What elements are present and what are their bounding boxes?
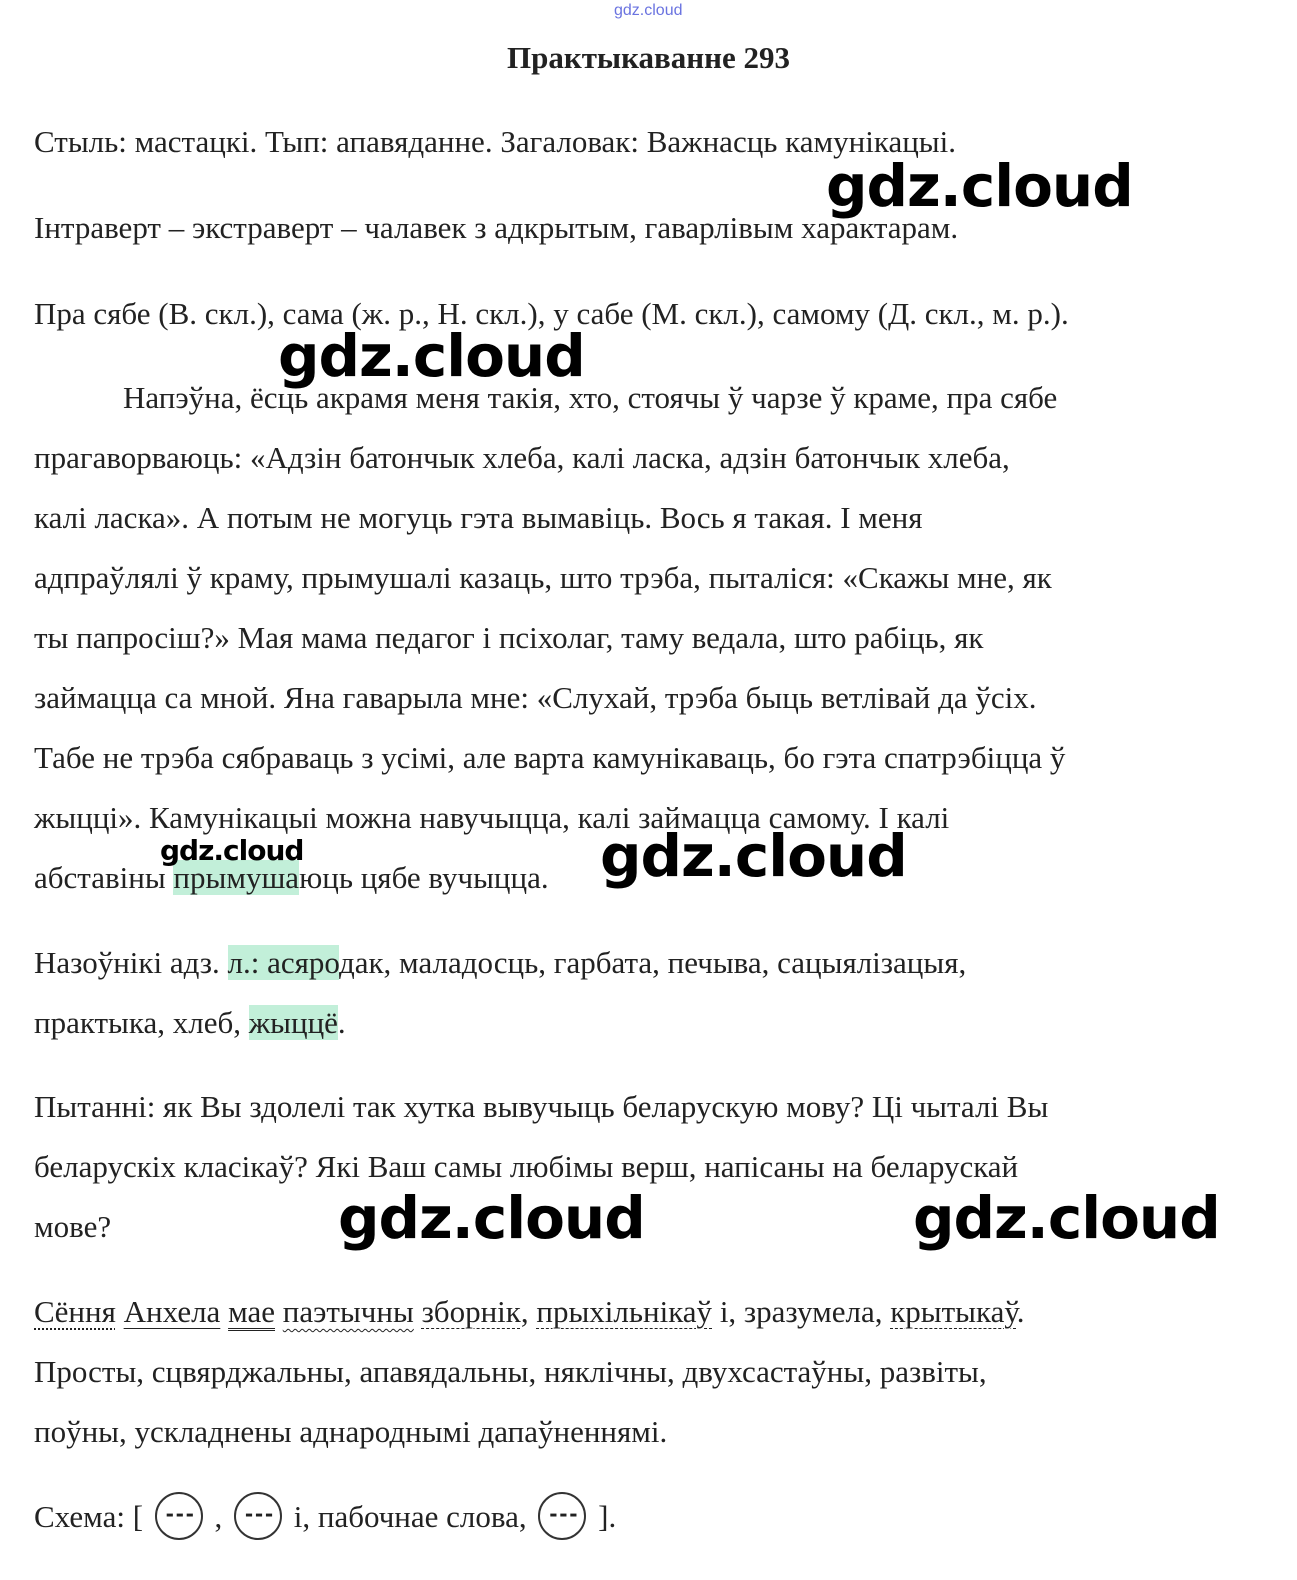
nouns-list: дак, маладосць, гарбата, печыва, сацыялізацыя, [338, 945, 967, 980]
object-word: крытыкаў [890, 1294, 1017, 1329]
analysis-line-2: Просты, сцвярджальны, апавядальны, няклічны, двухсастаўны, развіты, [34, 1354, 987, 1389]
nouns-line-1 [34, 945, 966, 981]
watermark: gdz.cloud [278, 322, 585, 390]
adverbial-word: Сёння [34, 1294, 116, 1329]
questions-line-2: беларускіх класікаў? Які Ваш самы любімы верш, напісаны на беларускай [34, 1149, 1019, 1184]
scheme-circle: --- [538, 1492, 586, 1540]
watermark: gdz.cloud [826, 152, 1133, 220]
watermark-top: gdz.cloud [614, 2, 683, 19]
nouns-line-2 [34, 1005, 346, 1041]
punctuation: , [206, 1499, 231, 1535]
watermark: gdz.cloud [160, 834, 304, 867]
word-meaning-line: Інтраверт – экстраверт – чалавек з адкрытым, гаварлівым характарам. [34, 210, 959, 245]
scheme-line [34, 1496, 616, 1544]
text-line-5: ты папросіш?» Мая мама педагог і псіхолаг, таму ведала, што рабіць, як [34, 620, 984, 655]
punctuation: . [1016, 1294, 1025, 1329]
highlighted-word: жыццё [248, 1005, 338, 1040]
text-line-6: займацца са мной. Яна гаварыла мне: «Слухай, трэба быць ветлівай да ўсіх. [34, 680, 1037, 715]
text-line-8: жыцці». Камунікацыі можна навучыцца, калі займацца самому. І калі [34, 800, 950, 835]
scheme-text: і, пабочнае слова, [286, 1499, 535, 1535]
highlighted-fragment: прымуша [173, 860, 300, 895]
object-word: прыхільнікаў [536, 1294, 713, 1329]
nouns-label: Назоўнікі адз. [34, 945, 228, 980]
watermark: gdz.cloud [338, 1184, 645, 1252]
nouns-list: практыка, хлеб, [34, 1005, 249, 1040]
questions-line-3: мове? [34, 1209, 112, 1244]
text-line-4: адпраўлялі ў краму, прымушалі казаць, што трэба, пыталіся: «Скажы мне, як [34, 560, 1052, 595]
text-line-1: Напэўна, ёсць акрамя меня такія, хто, стоячы ў чарзе ў краме, пра сябе [123, 380, 1058, 415]
text-fragment: і, зразумела, [712, 1294, 891, 1329]
object-word: зборнік [421, 1294, 521, 1329]
scheme-circle: --- [234, 1492, 282, 1540]
text-line-3: калі ласка». А потым не могуць гэта вымавіць. Вось я такая. І меня [34, 500, 923, 535]
highlighted-fragment: л.: асяро [227, 945, 339, 980]
page-title: Практыкаванне 293 [506, 40, 790, 75]
pronoun-cases-line: Пра сябе (В. скл.), сама (ж. р., Н. скл.), у сабе (М. скл.), самому (Д. скл., м. р.). [34, 296, 1069, 331]
questions-line-1: Пытанні: як Вы здолелі так хутка вывучыць беларускую мову? Ці чыталі Вы [34, 1089, 1049, 1124]
text-line-2: прагаворваюць: «Адзін батончык хлеба, калі ласка, адзін батончык хлеба, [34, 440, 1010, 475]
style-line: Стыль: мастацкі. Тып: апавяданне. Загаловак: Важнасць камунікацыі. [34, 124, 956, 159]
predicate-word: мае [228, 1294, 276, 1329]
analysis-line-3: поўны, ускладнены аднароднымі дапаўненнямі. [34, 1414, 668, 1449]
text-fragment: абставіны [34, 860, 174, 895]
subject-word: Анхела [123, 1294, 221, 1329]
scheme-label: Схема: [ [34, 1499, 151, 1535]
watermark: gdz.cloud [600, 822, 907, 890]
scheme-circle: --- [155, 1492, 203, 1540]
analysis-sentence [34, 1294, 1025, 1330]
scheme-end: ]. [590, 1499, 617, 1535]
attribute-word: паэтычны [282, 1294, 414, 1329]
text-line-7: Табе не трэба сябраваць з усімі, але варта камунікаваць, бо гэта спатрэбіцца ў [34, 740, 1066, 775]
watermark: gdz.cloud [913, 1184, 1220, 1252]
punctuation: . [337, 1005, 346, 1040]
text-fragment: юць цябе вучыцца. [299, 860, 549, 895]
punctuation: , [520, 1294, 529, 1329]
